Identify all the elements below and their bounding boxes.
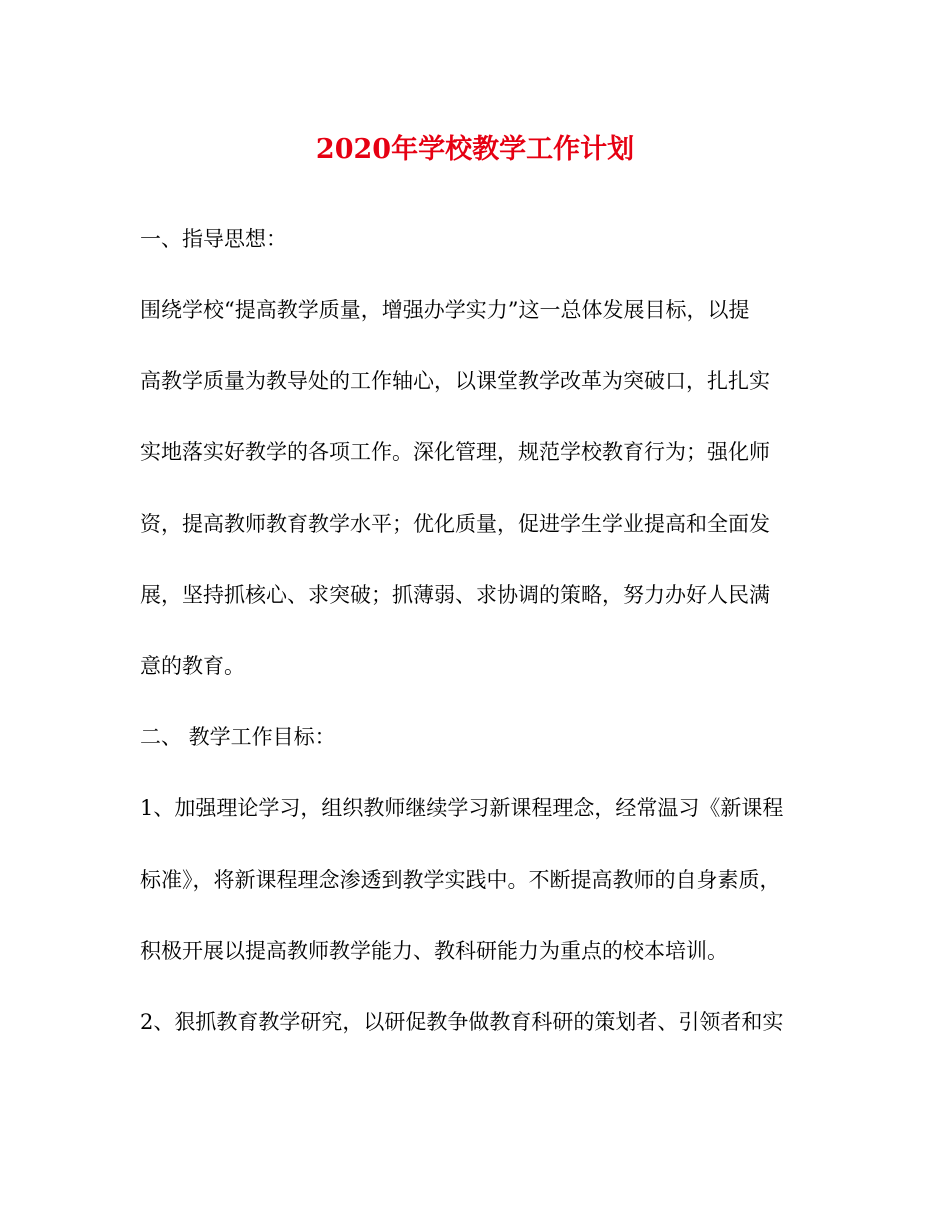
document-title: 2020年学校教学工作计划 bbox=[315, 134, 635, 165]
paragraph-line: 围绕学校“提高教学质量，增强办学实力”这一总体发展目标，以提 bbox=[140, 298, 750, 322]
paragraph-line: 1、加强理论学习，组织教师继续学习新课程理念，经常温习《新课程 bbox=[140, 796, 784, 820]
paragraph-line: 意的教育。 bbox=[140, 654, 245, 678]
paragraph-line: 2、狠抓教育教学研究，以研促教争做教育科研的策划者、引领者和实 bbox=[140, 1010, 784, 1034]
section-heading-teaching-goals: 二、 教学工作目标： bbox=[140, 725, 336, 749]
paragraph-line: 高教学质量为教导处的工作轴心，以课堂教学改革为突破口，扎扎实 bbox=[140, 369, 770, 393]
paragraph-line: 实地落实好教学的各项工作。深化管理，规范学校教育行为；强化师 bbox=[140, 440, 770, 464]
paragraph-line: 资，提高教师教育教学水平；优化质量，促进学生学业提高和全面发 bbox=[140, 512, 770, 536]
section-heading-guiding-ideology: 一、指导思想： bbox=[140, 227, 287, 251]
paragraph-line: 积极开展以提高教师教学能力、教科研能力为重点的校本培训。 bbox=[140, 939, 728, 963]
paragraph-line: 展，坚持抓核心、求突破；抓薄弱、求协调的策略，努力办好人民满 bbox=[140, 583, 770, 607]
paragraph-line: 标准》，将新课程理念渗透到教学实践中。不断提高教师的自身素质， bbox=[140, 868, 781, 892]
